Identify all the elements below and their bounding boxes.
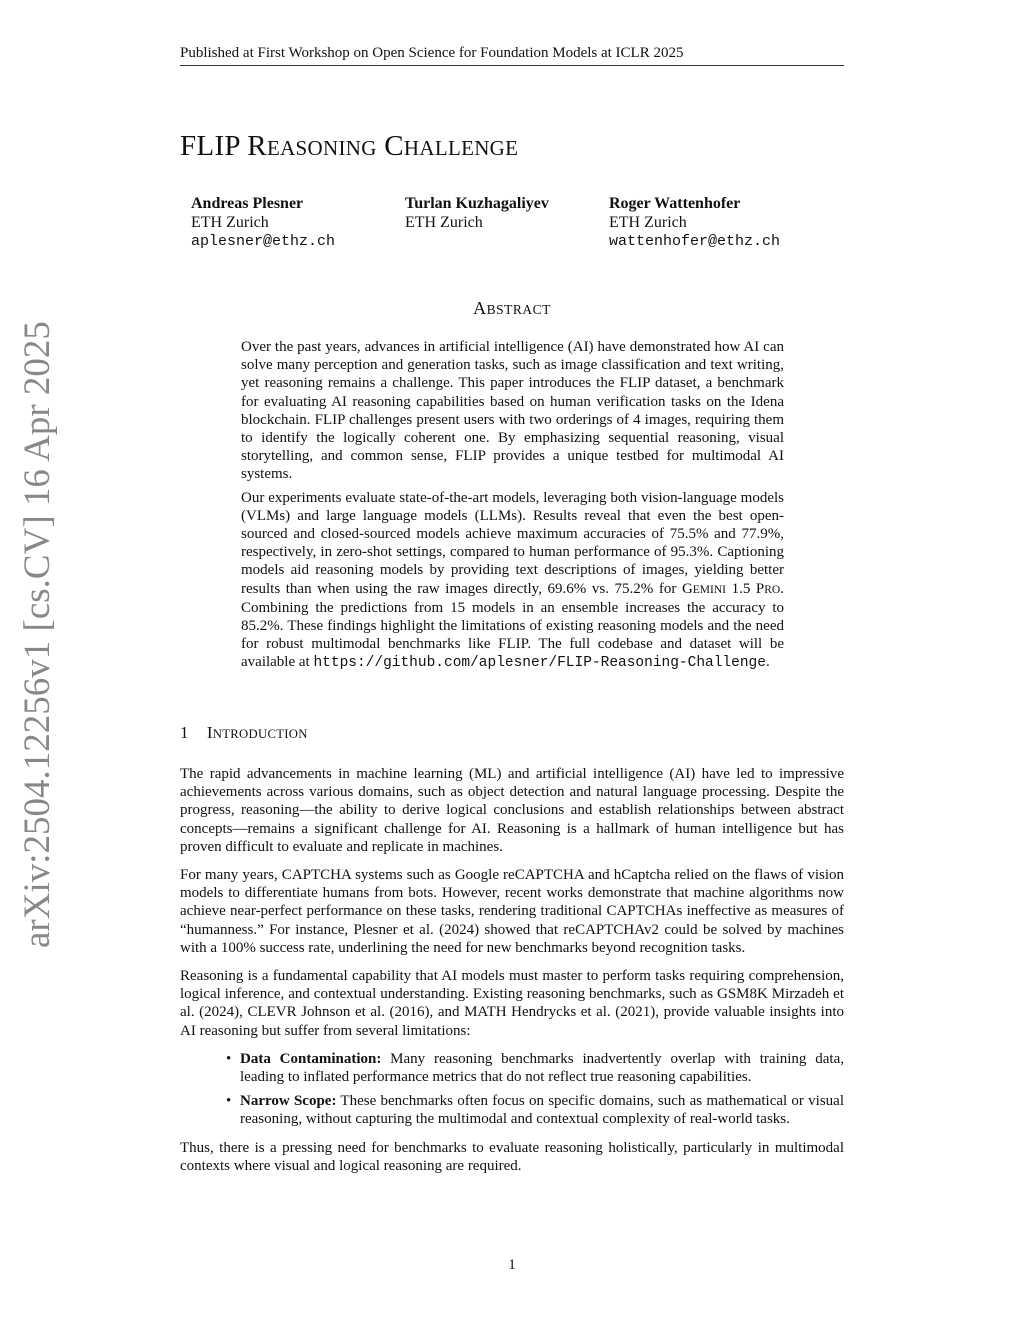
author-wattenhofer <box>609 194 780 251</box>
abstract-text: Our experiments evaluate state-of-the-art models, leveraging both vision-language models (VLMs) and large language models (LLMs). Results reveal that even the best open-sourced and closed-sourced models achieve maximum accuracies of 75.5% and 77.9%, respectively, in zero-shot settings, compared to human performance of 95.3%. Captioning models aid reasoning models by providing text descriptions of images, yielding better results than when using the raw images directly, 69.6% vs. 75.2% for <box>241 489 784 597</box>
bullet-term: Narrow Scope: <box>240 1093 337 1110</box>
author-affiliation: ETH Zurich <box>405 214 483 231</box>
bullet-text: Many reasoning benchmarks inadvertently overlap with training data, leading to inflated performance metrics that do not reflect true reasoning capabilities. <box>240 1050 844 1086</box>
section-title-part: I <box>206 723 213 742</box>
abstract-text: . <box>765 654 770 671</box>
title-part: EASONING <box>266 136 377 160</box>
bullet-term: Data Contamination: <box>240 1050 382 1067</box>
list-item <box>240 1050 844 1086</box>
author-email[interactable]: aplesner@ethz.ch <box>191 233 336 250</box>
section-heading-introduction <box>180 723 308 743</box>
abstract-heading <box>0 298 1024 319</box>
intro-paragraph: For many years, CAPTCHA systems such as Google reCAPTCHA and hCaptcha relied on the flaws of vision models to differentiate humans from bots. However, recent works demonstrate that machine algorithms now achieve near-perfect performance on these tasks, rendering traditional CAPTCHAs ineffective as measures of “humanness.” For instance, Plesner et al. (2024) showed that reCAPTCHAv2 could be solved by machines with a 100% success rate, underlining the need for new benchmarks beyond recognition tasks. <box>180 867 844 956</box>
title-part: HALLENGE <box>403 136 519 160</box>
author-block <box>191 194 831 254</box>
title-part: C <box>376 130 404 162</box>
heading-part: A <box>473 298 487 318</box>
paper-title <box>180 130 518 163</box>
section-title-part: NTRODUCTION <box>212 727 308 741</box>
arxiv-stamp: arXiv:2504.12256v1 [cs.CV] 16 Apr 2025 <box>17 321 58 948</box>
sc-part: G <box>681 580 693 597</box>
sc-part: 1.5 <box>726 580 756 597</box>
limitations-list <box>180 1050 844 1129</box>
sc-part: EMINI <box>692 583 726 596</box>
codebase-link[interactable]: https://github.com/aplesner/FLIP-Reasoning-Challenge <box>313 655 766 672</box>
author-name: Turlan Kuzhagaliyev <box>405 195 549 212</box>
heading-part: BSTRACT <box>486 302 551 317</box>
running-header: Published at First Workshop on Open Science for Foundation Models at ICLR 2025 <box>180 44 844 66</box>
author-kuzhagaliyev <box>405 194 549 232</box>
intro-paragraph: Thus, there is a pressing need for benchmarks to evaluate reasoning holistically, particularly in multimodal contexts where visual and logical reasoning are required. <box>180 1139 844 1174</box>
author-name: Roger Wattenhofer <box>609 195 741 212</box>
author-plesner <box>191 194 335 251</box>
author-affiliation: ETH Zurich <box>191 214 269 231</box>
intro-paragraph: The rapid advancements in machine learning (ML) and artificial intelligence (AI) have led to impressive achievements across various domains, such as object detection and natural language processing. Despite the progress, reasoning—the ability to derive logical conclusions and establish relationships between abstract concepts—remains a significant challenge for AI. Reasoning is a hallmark of human intelligence but has proven difficult to evaluate and replicate in machines. <box>180 766 844 855</box>
author-name: Andreas Plesner <box>191 195 304 212</box>
title-part: FLIP R <box>180 130 267 162</box>
sc-part: RO <box>764 583 781 596</box>
introduction-body <box>180 765 844 1185</box>
author-affiliation: ETH Zurich <box>609 214 687 231</box>
author-email[interactable]: wattenhofer@ethz.ch <box>609 233 781 250</box>
intro-paragraph: Reasoning is a fundamental capability that AI models must master to perform tasks requiring comprehension, logical inference, and contextual understanding. Existing reasoning benchmarks, such as GSM8K Mirzadeh et al. (2024), CLEVR Johnson et al. (2016), and MATH Hendrycks et al. (2021), provide valuable insights into AI reasoning but suffer from several limitations: <box>180 968 844 1039</box>
abstract-text: . Combining the predictions from 15 models in an ensemble increases the accuracy to 85.2%. These findings highlight the limitations of existing reasoning models and the need for robust multimodal benchmarks like FLIP. The full codebase and dataset will be available at <box>241 580 784 671</box>
list-item <box>240 1092 844 1128</box>
abstract-paragraph: Over the past years, advances in artificial intelligence (AI) have demonstrated how AI can solve many perception and generation tasks, such as image classification and text writing, yet reasoning remains a challenge. This paper introduces the FLIP dataset, a benchmark for evaluating AI reasoning capabilities based on human verification tasks on the Idena blockchain. FLIP challenges present users with two orderings of 4 images, requiring them to identify the logically coherent one. By emphasizing sequential reasoning, visual storytelling, and common sense, FLIP provides a unique testbed for multimodal AI systems. <box>241 339 784 483</box>
abstract-paragraph <box>241 489 784 673</box>
section-number: 1 <box>180 723 189 742</box>
bullet-text: These benchmarks often focus on specific domains, such as mathematical or visual reasoning, without capturing the multimodal and contextual complexity of real-world tasks. <box>240 1093 844 1128</box>
sc-part: P <box>755 580 765 597</box>
abstract-body <box>241 338 784 678</box>
page-number: 1 <box>508 1257 516 1273</box>
model-name-gemini <box>682 581 780 597</box>
